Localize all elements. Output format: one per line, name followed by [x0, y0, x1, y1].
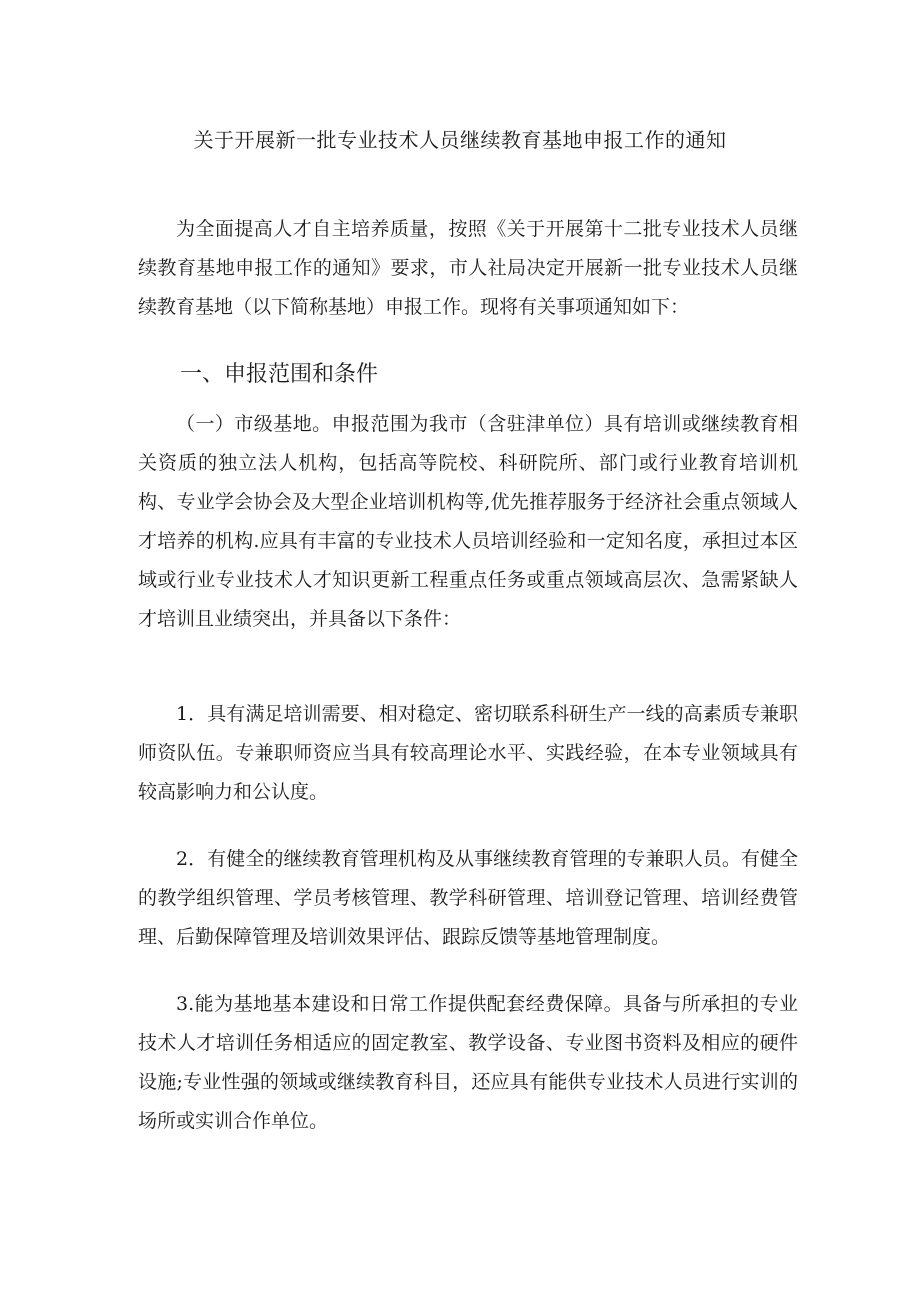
- condition-item-3: 3.能为基地基本建设和日常工作提供配套经费保障。具备与所承担的专业技术人才培训任务相适应的固定教室、教学设备、专业图书资料及相应的硬件设施;专业性强的领域或继续教育科目，还应具有能供专业技术人员进行实训的场所或实训合作单位。: [138, 993, 798, 1132]
- subsection-paragraph: （一）市级基地。申报范围为我市（含驻津单位）具有培训或继续教育相关资质的独立法人机构，包括高等院校、科研院所、部门或行业教育培训机构、专业学会协会及大型企业培训机构等,优先推荐服务于经济社会重点领域人才培养的机构.应具有丰富的专业技术人员培训经验和一定知名度，承担过本区域或行业专业技术人才知识更新工程重点任务或重点领域高层次、急需紧缺人才培训且业绩突出，并具备以下条件：: [138, 413, 798, 630]
- section-heading: 一、申报范围和条件: [180, 362, 379, 387]
- condition-item-1: 1．具有满足培训需要、相对稳定、密切联系科研生产一线的高素质专兼职师资队伍。专兼职师资应当具有较高理论水平、实践经验，在本专业领域具有较高影响力和公认度。: [138, 703, 798, 803]
- intro-paragraph: 为全面提高人才自主培养质量，按照《关于开展第十二批专业技术人员继续教育基地申报工作的通知》要求，市人社局决定开展新一批专业技术人员继续教育基地（以下简称基地）申报工作。现将有关事项通知如下：: [138, 218, 798, 318]
- document-title: 关于开展新一批专业技术人员继续教育基地申报工作的通知: [193, 128, 727, 152]
- condition-item-2: 2．有健全的继续教育管理机构及从事继续教育管理的专兼职人员。有健全的教学组织管理、学员考核管理、教学科研管理、培训登记管理、培训经费管理、后勤保障管理及培训效果评估、跟踪反馈等基地管理制度。: [138, 848, 798, 948]
